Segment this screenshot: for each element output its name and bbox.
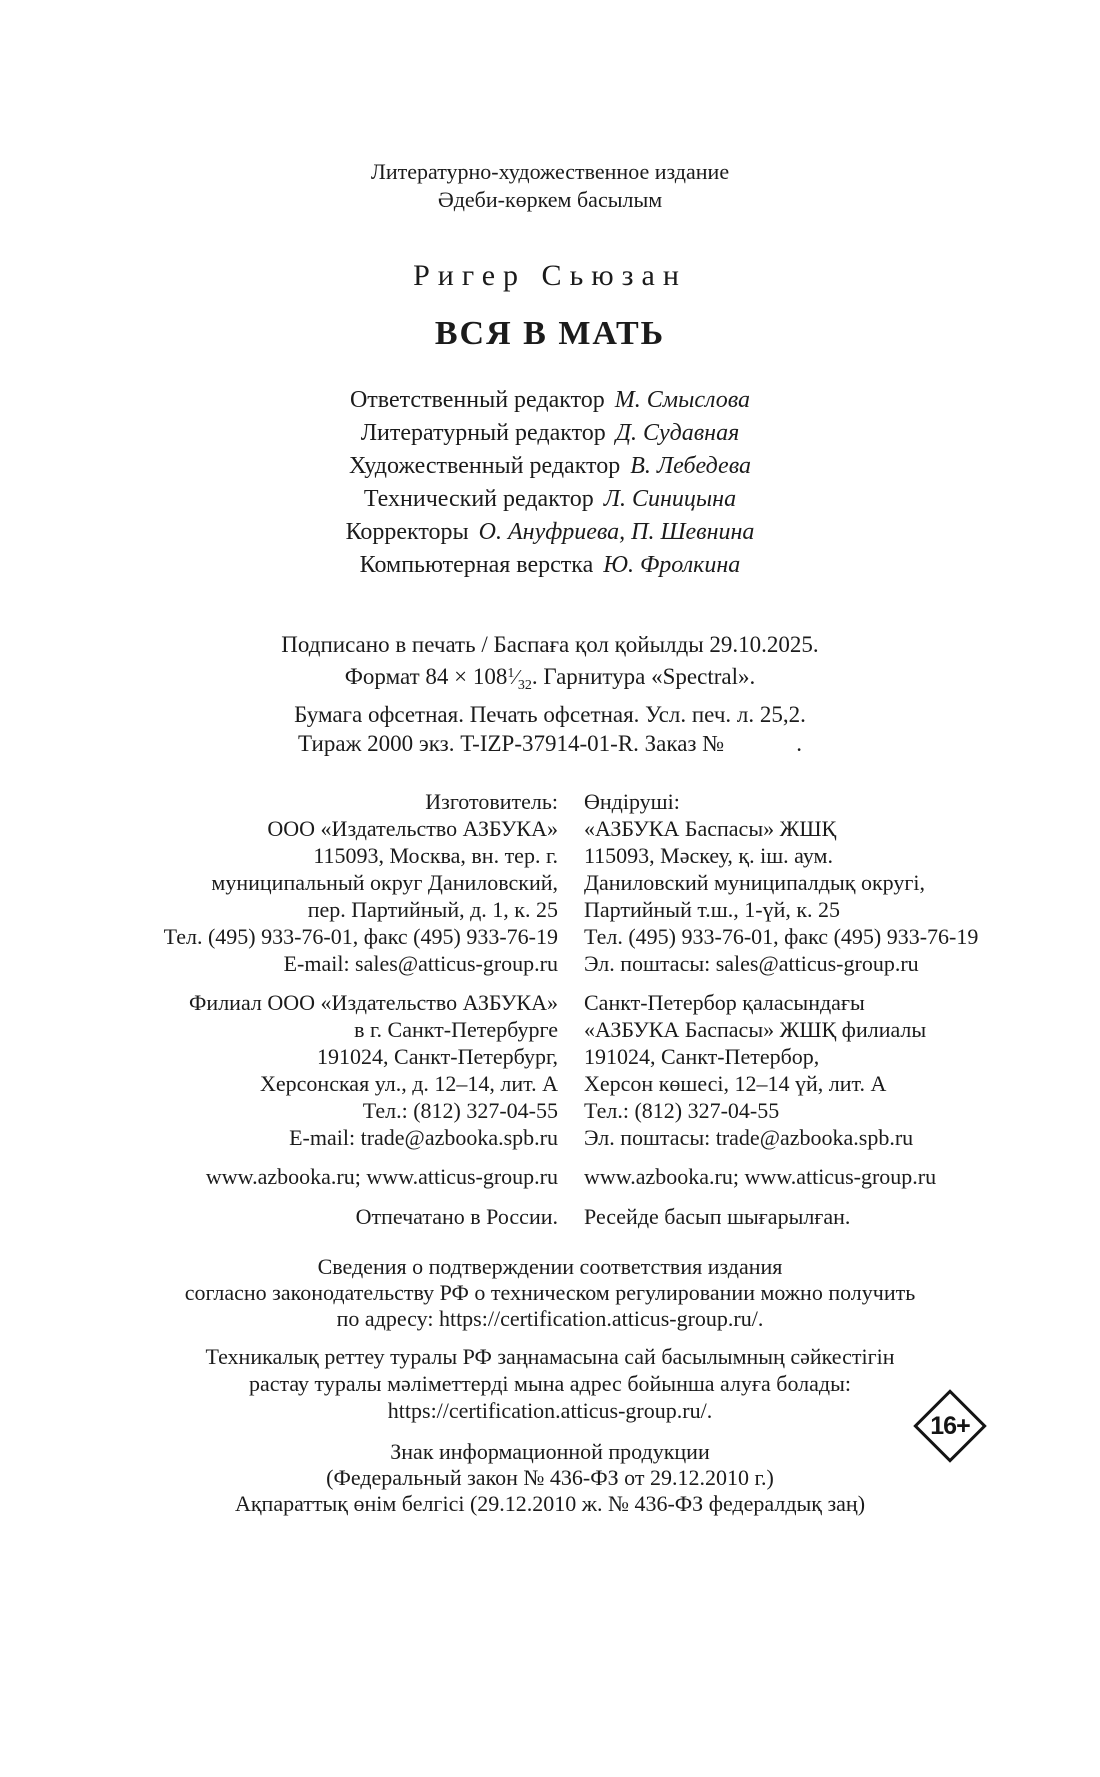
branch-left-cell: в г. Санкт-Петербурге (354, 1017, 558, 1042)
branch-right-cell: Тел.: (812) 327-04-55 (584, 1098, 780, 1123)
certification-kz-line: Техникалық реттеу туралы РФ заңнамасына сай басылымның сәйкестігін (205, 1344, 895, 1369)
certification-kz-line: растау туралы мәліметтерді мына адрес бойынша алуға болады: (248, 1371, 852, 1396)
branch-left-cell: 191024, Санкт-Петербург, (317, 1044, 558, 1069)
imprint-row (0, 1043, 1100, 1070)
info-sign-line: (Федеральный закон № 436-ФЗ от 29.12.2010 г.) (326, 1465, 774, 1490)
credit-line (0, 384, 1100, 417)
manufacturer-left-cell: Изготовитель: (425, 789, 558, 814)
format-prefix: Формат 84 × 108 (344, 664, 508, 689)
manufacturer-left-cell: Тел. (495) 933-76-01, факс (495) 933-76-19 (163, 924, 558, 949)
signed-to-print-line: Подписано в печать / Баспаға қол қойылды 29.10.2025. (281, 632, 819, 657)
credit-name: М. Смыслова (614, 387, 751, 413)
imprint-row (0, 1124, 1100, 1151)
manufacturer-left-cell: ООО «Издательство АЗБУКА» (267, 816, 558, 841)
websites-right: www.azbooka.ru; www.atticus-group.ru (584, 1164, 937, 1189)
imprint-row (0, 842, 1100, 869)
order-end-dot: . (796, 731, 802, 756)
manufacturer-right-cell: Даниловский муниципалдық округі, (584, 870, 925, 895)
edition-type-ru: Литературно-художественное издание (370, 159, 730, 184)
imprint-row (0, 1070, 1100, 1097)
format-line (0, 659, 1100, 700)
branch-right-cell: Санкт-Петербор қаласындағы (584, 990, 865, 1015)
manufacturer-right-cell: Өндіруші: (584, 789, 680, 814)
certification-kz-line: https://certification.atticus-group.ru/. (387, 1398, 713, 1423)
manufacturer-block (0, 788, 1100, 977)
branch-right-cell: Херсон көшесі, 12–14 үй, лит. А (584, 1071, 887, 1096)
manufacturer-right-cell: Эл. поштасы: sales@atticus-group.ru (584, 951, 919, 976)
circulation-text: Тираж 2000 экз. T-IZP-37914-01-R. Заказ № (298, 731, 725, 756)
paper-line: Бумага офсетная. Печать офсетная. Усл. печ. л. 25,2. (294, 702, 806, 727)
format-suffix: . Гарнитура «Spectral». (531, 664, 756, 689)
credit-role: Литературный редактор (360, 420, 606, 446)
credit-name: О. Ануфриева, П. Шевнина (478, 519, 755, 545)
credit-role: Компьютерная верстка (359, 552, 594, 578)
imprint-row (0, 989, 1100, 1016)
manufacturer-left-cell: 115093, Москва, вн. тер. г. (313, 843, 558, 868)
certification-ru-line: согласно законодательству РФ о техническом регулировании можно получить (184, 1280, 916, 1305)
credit-role: Корректоры (345, 519, 469, 545)
manufacturer-left-cell: пер. Партийный, д. 1, к. 25 (307, 897, 558, 922)
branch-left-cell: Филиал ООО «Издательство АЗБУКА» (189, 990, 558, 1015)
manufacturer-right-cell: 115093, Мәскеу, қ. іш. аум. (584, 843, 833, 868)
branch-block (0, 989, 1100, 1151)
credit-line (0, 483, 1100, 516)
manufacturer-right-cell: Тел. (495) 933-76-01, факс (495) 933-76-19 (584, 924, 979, 949)
printed-in-left: Отпечатано в России. (355, 1204, 558, 1229)
info-sign-line: Ақпараттық өнім белгісі (29.12.2010 ж. № 436-ФЗ федералдық заң) (234, 1491, 866, 1516)
credit-role: Технический редактор (363, 486, 594, 512)
branch-right-cell: «АЗБУКА Баспасы» ЖШҚ филиалы (584, 1017, 927, 1042)
imprint-row (0, 1203, 1100, 1230)
edition-type-kz: Әдеби-көркем басылым (437, 187, 663, 212)
credit-name: Ю. Фролкина (603, 552, 741, 578)
book-title: ВСЯ В МАТЬ (434, 315, 666, 352)
credit-role: Ответственный редактор (349, 387, 605, 413)
manufacturer-right-cell: «АЗБУКА Баспасы» ЖШҚ (584, 816, 837, 841)
imprint-row (0, 950, 1100, 977)
author-name: Ригер Сьюзан (413, 259, 687, 292)
branch-right-cell: 191024, Санкт-Петербор, (584, 1044, 820, 1069)
imprint-row (0, 923, 1100, 950)
branch-left-cell: Тел.: (812) 327-04-55 (362, 1098, 558, 1123)
credit-line (0, 417, 1100, 450)
imprint-row (0, 1163, 1100, 1190)
imprint-row (0, 869, 1100, 896)
imprint-row (0, 788, 1100, 815)
printed-in-block (0, 1203, 1100, 1230)
websites-block (0, 1163, 1100, 1190)
circulation-line (0, 729, 1100, 758)
imprint-row (0, 815, 1100, 842)
printed-in-right: Ресейде басып шығарылған. (584, 1204, 851, 1229)
credit-line (0, 549, 1100, 582)
certification-ru-block (0, 1254, 1100, 1332)
certification-ru-line: по адресу: https://certification.atticus-group.ru/. (336, 1306, 764, 1331)
credit-line (0, 516, 1100, 549)
manufacturer-right-cell: Партийный т.ш., 1-үй, к. 25 (584, 897, 841, 922)
imprint-row (0, 896, 1100, 923)
websites-left: www.azbooka.ru; www.atticus-group.ru (205, 1164, 558, 1189)
credit-name: Д. Судавная (615, 420, 740, 446)
imprint-row (0, 1016, 1100, 1043)
manufacturer-left-cell: муниципальный округ Даниловский, (211, 870, 558, 895)
imprint-row (0, 1097, 1100, 1124)
certification-ru-line: Сведения о подтверждении соответствия издания (317, 1254, 783, 1279)
credit-line (0, 450, 1100, 483)
credit-name: В. Лебедева (630, 453, 751, 479)
branch-left-cell: Херсонская ул., д. 12–14, лит. А (260, 1071, 558, 1096)
age-rating-badge (916, 1392, 984, 1460)
branch-left-cell: E-mail: trade@azbooka.spb.ru (289, 1125, 558, 1150)
info-sign-line: Знак информационной продукции (390, 1439, 710, 1464)
format-fraction-slash: ⁄ (514, 665, 518, 689)
credit-name: Л. Синицына (603, 486, 737, 512)
credits-block (0, 384, 1100, 582)
format-fraction-denominator: 32 (517, 678, 532, 693)
print-info-block (0, 630, 1100, 758)
manufacturer-left-cell: E-mail: sales@atticus-group.ru (283, 951, 558, 976)
branch-right-cell: Эл. поштасы: trade@azbooka.spb.ru (584, 1125, 914, 1150)
age-rating-label: 16+ (930, 1411, 970, 1440)
format-fraction-numerator: 1 (507, 666, 515, 681)
credit-role: Художественный редактор (349, 453, 621, 479)
